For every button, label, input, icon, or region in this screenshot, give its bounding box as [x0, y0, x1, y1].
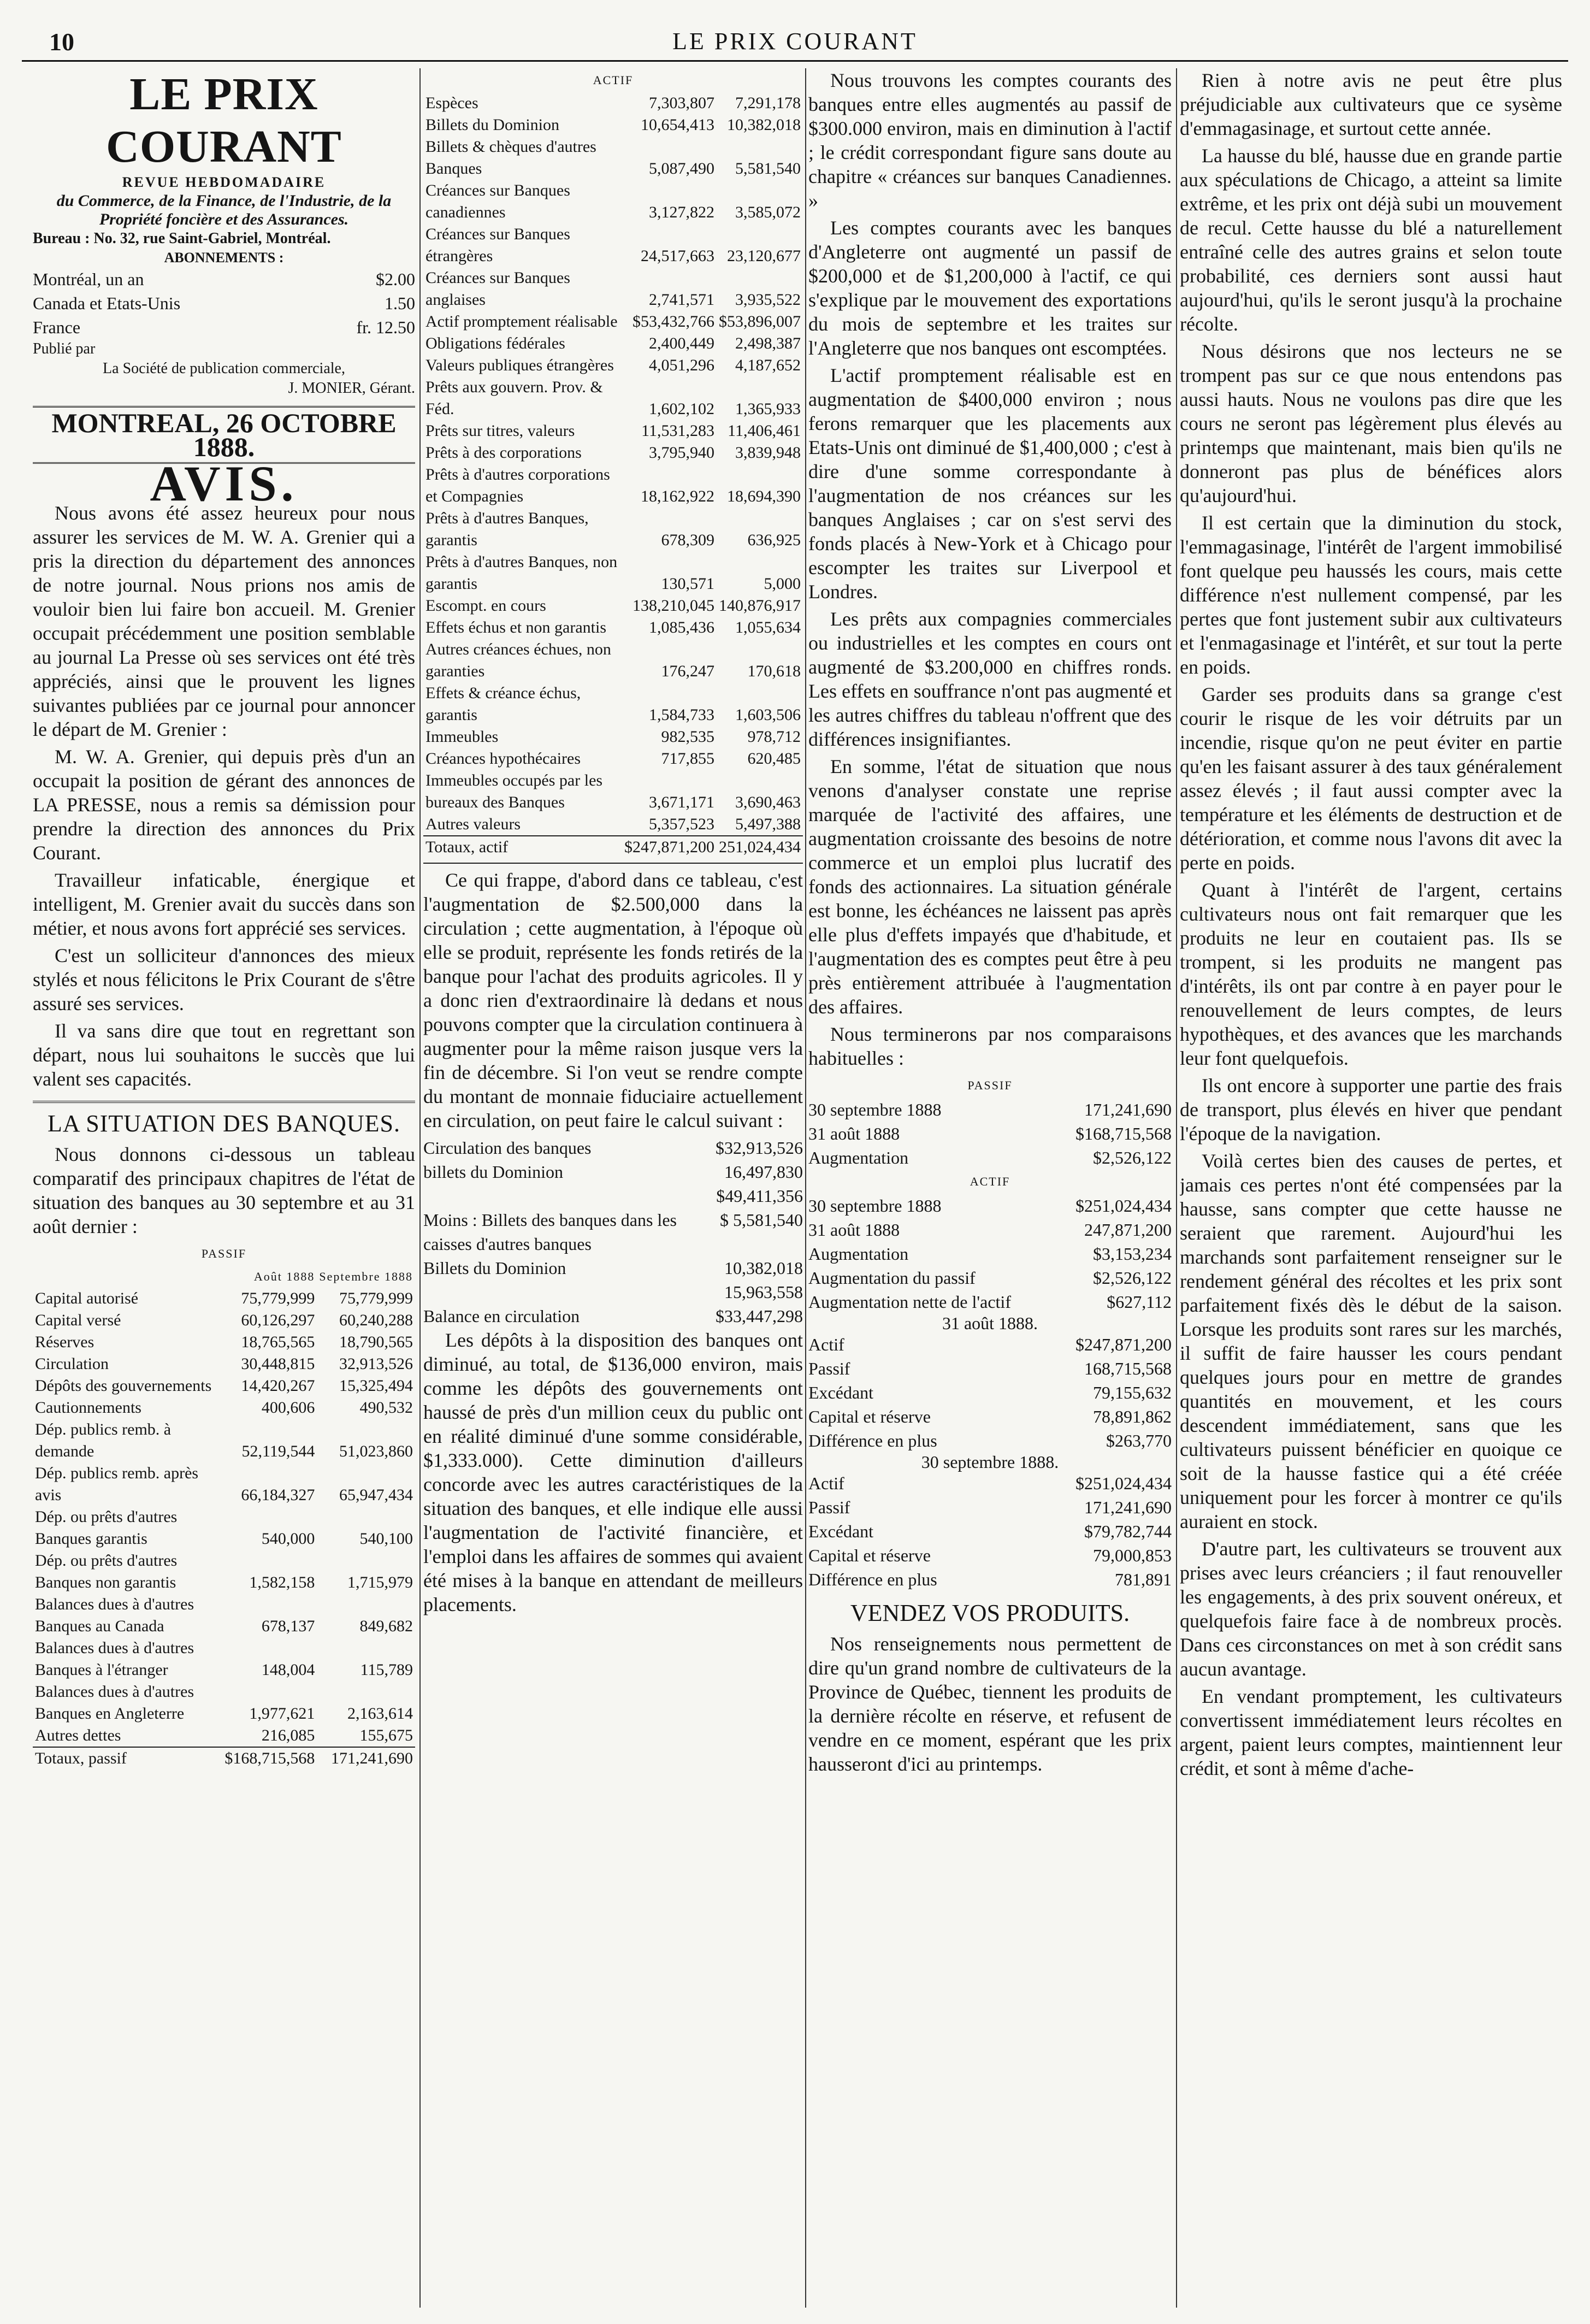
vendez-paragraph: Nos renseignements nous permettent de dire qu'un grand nombre de cultivateurs de la Province de Québec, tiennent les produits de la dernière récolte en réserve, et refusent de vendre en ce moment, espérant que les prix hausseront d'ici au printemps.: [808, 1633, 1172, 1775]
row-label: Obligations fédérales: [425, 334, 565, 352]
row-value: $53,432,766: [633, 312, 714, 331]
column-rule: [1176, 68, 1177, 2308]
figure-line: [808, 1098, 1172, 1122]
row-value: 4,051,296: [649, 356, 714, 374]
row-value: 982,535: [661, 728, 714, 746]
table-row: [423, 355, 803, 376]
row-value: 11,531,283: [641, 422, 714, 440]
vendez-paragraph: Quant à l'intérêt de l'argent, certains cultivateurs nous ont fait remarquer que les produits ne leur en coutaient pas. Ils se trompent, si les produits ne mangent pas d'intérêts, ils ont par contre à en payer pour le renouvellement de leurs comptes, de leurs hypothèques, et des avances que les marchands leur font quelquefois.: [1180, 879, 1562, 1069]
banques-text: En somme, l'état de situation que nous venons d'analyser constate une reprise marquée de l'activité des affaires, une augmentation croissante des besoins de notre commerce et un emploi plus lucratif des fonds des actionnaires. La situation générale est bonne, les échéances ne laissent pas après elle plus d'effets impayés que d'habitude, et l'augmentation des es comptes peut être à peu près entièrement attribuée à l'augmentation des affaires.: [808, 756, 1172, 1018]
banques-heading: LA SITUATION DES BANQUES.: [33, 1101, 415, 1136]
row-value: 130,571: [661, 575, 714, 593]
figure-line: [808, 1122, 1172, 1146]
row-value: 18,162,922: [641, 487, 714, 505]
table-row: [423, 420, 803, 442]
row-label: Effets & créance échus, garantis: [425, 684, 581, 724]
row-value: 1,085,436: [649, 618, 714, 636]
avis-paragraph: Nous avons été assez heureux pour nous assurer les services de M. W. A. Grenier qui a pris la direction du département des annonces de notre journal. Nous prions nos amis de vouloir bien lui faire bon accueil. M. Grenier occupait précédemment une position semblable au journal La Presse où ses services ont été très appréciés, ainsi que le prouvent les lignes suivantes publiées par ce journal pour annoncer le départ de M. Grenier :: [33, 502, 415, 740]
line-label: Augmentation: [808, 1244, 909, 1264]
table-row: [33, 1419, 415, 1462]
line-value: $168,715,568: [1075, 1124, 1172, 1143]
table-row: [33, 1550, 415, 1594]
line-label: Augmentation nette de l'actif: [808, 1292, 1011, 1312]
page-number: 10: [49, 28, 74, 56]
row-value: 3,585,072: [735, 203, 801, 221]
passif-label: PASSIF: [201, 1247, 247, 1260]
column-rule: [805, 68, 806, 2308]
figure-line: [808, 1218, 1172, 1242]
row-label: Billets & chèques d'autres Banques: [425, 138, 596, 178]
row-label: Prêts à des corporations: [425, 444, 582, 462]
table-row: [423, 813, 803, 836]
row-value: 1,603,506: [735, 706, 801, 724]
line-value: $251,024,434: [1075, 1196, 1172, 1216]
table-row: [423, 682, 803, 726]
table-row: [423, 595, 803, 617]
figure-line: [423, 1304, 803, 1328]
row-value: 11,406,461: [728, 422, 801, 440]
line-label: Balance en circulation: [423, 1306, 580, 1326]
table-row: [423, 223, 803, 267]
line-label: Augmentation du passif: [808, 1268, 976, 1288]
row-value: 490,532: [359, 1399, 413, 1417]
row-label: Espèces: [425, 94, 478, 112]
line-value: $247,871,200: [1075, 1335, 1172, 1354]
line-label: Actif: [808, 1335, 844, 1354]
row-value: 170,618: [747, 662, 801, 680]
figure-line: [423, 1208, 803, 1256]
figure-line: [808, 1567, 1172, 1591]
figure-line: [423, 1160, 803, 1184]
row-value: 10,382,018: [727, 116, 801, 134]
banques-text: Les prêts aux compagnies commerciales ou industrielles et les comptes en cours ont augmenté de $3.200,000 en chiffres ronds. Les effets en souffrance n'ont pas augmenté et les autres chiffres du tableau n'offrent que des différences insignifiantes.: [808, 608, 1172, 750]
line-label: Circulation des banques: [423, 1138, 592, 1158]
row-value: 15,325,494: [339, 1377, 413, 1395]
row-value: 2,498,387: [735, 334, 801, 352]
line-value: $251,024,434: [1075, 1473, 1172, 1493]
table-row: [423, 551, 803, 595]
row-value: 5,087,490: [649, 160, 714, 178]
line-label: 31 août 1888: [808, 1124, 900, 1143]
row-value: 3,690,463: [735, 793, 801, 811]
row-label: Dép. ou prêts d'autres Banques garantis: [35, 1508, 178, 1548]
row-value: 3,839,948: [735, 444, 801, 462]
row-value: 1,602,102: [649, 400, 714, 418]
table-row: [33, 1397, 415, 1419]
banques-text: Les comptes courants avec les banques d'Angleterre ont augmenté un passif de $200,000 et de $1,200,000 à l'actif, ce qui s'explique par le mouvement des exportations du mois de septembre et les traites sur l'Angleterre que nos banques ont escomptées.: [808, 217, 1172, 359]
vendez-paragraph: D'autre part, les cultivateurs se trouvent aux prises avec leurs créanciers ; il faut renouveller les engagements, à des prix souvent onéreux, et quelquefois faire face à de nombreux procès. Dans ces circonstances on met à son crédit sans aucun avantage.: [1180, 1538, 1562, 1680]
line-label: Actif: [808, 1473, 844, 1493]
line-label: Excédant: [808, 1521, 874, 1541]
vendez-heading: VENDEZ VOS PRODUITS.: [850, 1600, 1130, 1626]
row-value: 7,303,807: [649, 94, 714, 112]
row-value: 1,365,933: [735, 400, 801, 418]
table-row: [423, 376, 803, 420]
comparison-actif: [808, 1194, 1172, 1314]
aout-heading: 31 août 1888.: [942, 1313, 1038, 1333]
publisher: La Société de publication commerciale,: [103, 360, 345, 377]
row-label: Dép. publics remb. à demande: [35, 1420, 172, 1460]
masthead-subtitle: REVUE HEBDOMADAIRE: [122, 174, 326, 190]
line-value: $ 5,581,540: [720, 1210, 803, 1230]
banques-text: L'actif promptement réalisable est en augmentation de $400,000 environ ; nous ferons remarquer que les placements aux Etats-Unis ont diminué de $1,400,000 ; c'est à dire d'une somme correspondante à l'augmentation de nos créances sur les banques Anglaises ; car on s'est servi des fonds placés à New-York et à Chicago pour escompter les traites sur Liverpool et Londres.: [808, 364, 1172, 603]
row-value: 18,694,390: [727, 487, 801, 505]
vendez-paragraph: Voilà certes bien des causes de pertes, et jamais ces pertes n'ont été compensées par la hausse, sans compter que cette hausse ne seraient que rarement. Aujourd'hui les marchands sont parfaitement renseigner sur le rendement général des récoltes et les prix sont parfaitement fixés dès le début de la saison. Lorsque les produits sont rares sur les marchés, il suffit de faire hausser les cours pendant quelques jours pour en mettre de grandes quantités en mouvement, et les cours descendent immédiatement, sans que les cultivateurs puissent bénéficier en quoique ce soit de la hausse fastice qui a été créée uniquement pour les forcer à montrer ce qu'ils auraient en stock.: [1180, 1150, 1562, 1532]
row-label: Valeurs publiques étrangères: [425, 356, 614, 374]
table-row: [423, 770, 803, 813]
row-value: 60,126,297: [241, 1311, 315, 1329]
line-value: 15,963,558: [724, 1282, 803, 1302]
subscription-row: France fr. 12.50: [33, 317, 415, 337]
banques-text: Nous terminerons par nos comparaisons habituelles :: [808, 1023, 1172, 1069]
figure-line: [808, 1471, 1172, 1495]
row-label: Actif promptement réalisable: [425, 312, 618, 331]
row-value: 5,581,540: [735, 160, 801, 178]
row-label: Prêts à d'autres Banques, garantis: [425, 509, 589, 549]
row-label: Capital versé: [35, 1311, 121, 1329]
table-row: [33, 1594, 415, 1637]
table-header: Août 1888 Septembre 1888: [253, 1270, 413, 1283]
row-value: 1,055,634: [735, 618, 801, 636]
table-row: [33, 1637, 415, 1681]
line-label: 31 août 1888: [808, 1220, 900, 1240]
banques-text: Nous trouvons les comptes courants des banques entre elles augmentés au passif de $300.000 environ, mais en diminution à l'actif ; le crédit correspondant figure sans doute au chapitre « créances sur banques Canadiennes. »: [808, 69, 1172, 211]
vendez-paragraph: La hausse du blé, hausse due en grande partie aux spéculations de Chicago, a atteint sa limite extrême, et les prix ont déjà subi un mouvement de recul. Cette hausse du blé a naturellement entraîné celle des autres grains et selon toute probabilité, ces derniers sont aussi haut aujourd'hui, qu'ils le seront jusqu'à la prochaine récolte.: [1180, 145, 1562, 335]
row-value: $53,896,007: [719, 312, 801, 331]
row-value: 23,120,677: [727, 247, 801, 265]
line-label: Augmentation: [808, 1148, 909, 1167]
line-label: Passif: [808, 1359, 850, 1378]
table-row: [423, 267, 803, 311]
figure-line: [423, 1256, 803, 1280]
row-value: 216,085: [261, 1726, 315, 1744]
table-row: [423, 617, 803, 639]
page-header: [22, 22, 1568, 62]
column-1: [33, 68, 415, 2308]
vendez-paragraph: En vendant promptement, les cultivateurs convertissent immédiatement leurs récoltes en argent, paient leurs comptes, maintiennent leur crédit, et sont à même d'ache-: [1180, 1685, 1562, 1779]
row-value: 2,163,614: [347, 1704, 413, 1723]
row-label: Circulation: [35, 1355, 109, 1373]
figure-line: [808, 1290, 1172, 1314]
table-row: [33, 1310, 415, 1331]
table-row: [423, 92, 803, 114]
row-value: 75,779,999: [241, 1289, 315, 1307]
sept-block: [808, 1471, 1172, 1591]
row-value: 155,675: [359, 1726, 413, 1744]
table-row: [423, 748, 803, 770]
passif-table: [33, 1266, 415, 1769]
row-value: 1,582,158: [249, 1573, 315, 1591]
row-value: 7,291,178: [735, 94, 801, 112]
table-row: [33, 1681, 415, 1725]
row-label: Effets échus et non garantis: [425, 618, 607, 636]
line-label: Passif: [808, 1497, 850, 1517]
table-row: [33, 1725, 415, 1747]
figure-line: [808, 1332, 1172, 1356]
bureau-address: Bureau : No. 32, rue Saint-Gabriel, Montréal.: [33, 230, 331, 247]
row-label: Prêts à d'autres corporations et Compagnies: [425, 465, 610, 505]
masthead-title: LE PRIX COURANT: [106, 69, 342, 172]
vendez-paragraph: Nous désirons que nos lecteurs ne se trompent pas sur ce que nous entendons pas aussi hauts. Nous ne voulons pas dire que les cours ne seront pas légèrement plus élevés au printemps que maintenant, mais bien qu'ils ne donneront pas plus de bénéfices alors qu'aujourd'hui.: [1180, 340, 1562, 506]
table-row: [33, 1288, 415, 1310]
divider: [423, 863, 803, 864]
row-value: 400,606: [261, 1399, 315, 1417]
row-value: 60,240,288: [339, 1311, 413, 1329]
comparison-passif: [808, 1098, 1172, 1170]
avis-heading: AVIS.: [150, 456, 298, 511]
row-value: 4,187,652: [735, 356, 801, 374]
row-label: Créances sur Banques étrangères: [425, 225, 570, 265]
table-row: [423, 180, 803, 223]
masthead-tagline: du Commerce, de la Finance, de l'Industrie, de la Propriété foncière et des Assurances.: [56, 192, 392, 228]
figure-line: [808, 1266, 1172, 1290]
row-label: Dép. publics remb. après avis: [35, 1464, 199, 1504]
line-value: $2,526,122: [1093, 1148, 1172, 1167]
avis-paragraph: Travailleur infaticable, énergique et intelligent, M. Grenier avait du succès dans son métier, et nous avons fort apprécié ses services.: [33, 869, 415, 939]
row-value: 2,741,571: [649, 291, 714, 309]
line-value: 79,000,853: [1093, 1546, 1172, 1565]
subscriptions-heading: ABONNEMENTS :: [164, 250, 284, 266]
line-label: Excédant: [808, 1383, 874, 1402]
row-value: 1,715,979: [347, 1573, 413, 1591]
row-value: 678,137: [261, 1617, 315, 1635]
line-value: 168,715,568: [1084, 1359, 1172, 1378]
figure-line: [423, 1136, 803, 1160]
row-label: Prêts sur titres, valeurs: [425, 422, 575, 440]
figure-line: [808, 1495, 1172, 1519]
row-value: 1,977,621: [249, 1704, 315, 1723]
line-label: Moins : Billets des banques dans les caisses d'autres banques: [423, 1210, 677, 1254]
figure-line: [808, 1381, 1172, 1405]
figure-line: [808, 1405, 1172, 1429]
manager: J. MONIER, Gérant.: [288, 380, 415, 397]
figure-line: [808, 1429, 1172, 1453]
row-value: 2,400,449: [649, 334, 714, 352]
figure-line: [423, 1280, 803, 1304]
row-label: Réserves: [35, 1333, 94, 1351]
line-label: Capital et réserve: [808, 1407, 931, 1426]
banques-text: Les dépôts à la disposition des banques ont diminué, au total, de $136,000 environ, mais comme les dépôts des gouvernements ont haussé de près d'un million ceux du public ont en réalité diminué d'une somme considérable, $1,333.000). Cette diminution d'ailleurs concorde avec les autres caractéristiques de la situation des banques, et elle indique elle aussi l'augmentation de l'activité financière, et l'emploi dans les affaires de sommes qui avaient été mises à la banque en attendant de meilleurs placements.: [423, 1329, 803, 1615]
line-value: 171,241,690: [1084, 1100, 1172, 1119]
actif-label: ACTIF: [970, 1175, 1010, 1188]
line-label: billets du Dominion: [423, 1162, 563, 1182]
line-value: $49,411,356: [716, 1186, 803, 1206]
row-value: 849,682: [359, 1617, 413, 1635]
line-value: 10,382,018: [724, 1258, 803, 1278]
figure-line: [808, 1543, 1172, 1567]
row-label: Balances dues à d'autres Banques en Angleterre: [35, 1683, 194, 1723]
banques-intro: Nous donnons ci-dessous un tableau comparatif des principaux chapitres de l'état de situation des banques au 30 septembre et au 31 août dernier :: [33, 1143, 415, 1237]
table-row: [423, 442, 803, 464]
line-value: 247,871,200: [1084, 1220, 1172, 1240]
row-value: 5,497,388: [735, 815, 801, 833]
row-value: 10,654,413: [641, 116, 714, 134]
row-label: Cautionnements: [35, 1399, 141, 1417]
row-label: Escompt. en cours: [425, 597, 546, 615]
figure-line: [423, 1184, 803, 1208]
row-label: Capital autorisé: [35, 1289, 139, 1307]
dateline: MONTREAL, 26 OCTOBRE 1888.: [33, 406, 415, 464]
row-value: 24,517,663: [641, 247, 714, 265]
table-row: [423, 333, 803, 355]
row-value: 65,947,434: [339, 1486, 413, 1504]
line-label: 30 septembre 1888: [808, 1100, 942, 1119]
row-value: 52,119,544: [241, 1442, 315, 1460]
avis-paragraph: Il va sans dire que tout en regrettant son départ, nous lui souhaitons le succès que lui valent ses capacités.: [33, 1020, 415, 1090]
table-row: [423, 114, 803, 136]
table-row: [423, 726, 803, 748]
vendez-paragraph: Ils ont encore à supporter une partie des frais de transport, plus élevés en hiver que pendant l'époque de la navigation.: [1180, 1075, 1562, 1145]
row-value: 148,004: [261, 1661, 315, 1679]
line-value: 781,891: [1115, 1570, 1172, 1589]
line-value: $263,770: [1106, 1431, 1172, 1450]
row-value: 636,925: [747, 531, 801, 549]
figure-line: [808, 1519, 1172, 1543]
actif-table: [423, 92, 803, 858]
line-value: $33,447,298: [716, 1306, 803, 1326]
column-3: [808, 68, 1172, 2308]
row-label: Prêts aux gouvern. Prov. & Féd.: [425, 378, 603, 418]
line-label: Différence en plus: [808, 1431, 937, 1450]
line-label: 30 septembre 1888: [808, 1196, 942, 1216]
line-label: Différence en plus: [808, 1570, 937, 1589]
calc-block: [423, 1136, 803, 1328]
row-value: 1,584,733: [649, 706, 714, 724]
line-value: $3,153,234: [1093, 1244, 1172, 1264]
subscription-row: Canada et Etats-Unis 1.50: [33, 293, 415, 313]
row-label: Billets du Dominion: [425, 116, 560, 134]
line-label: Billets du Dominion: [423, 1258, 566, 1278]
row-value: 66,184,327: [241, 1486, 315, 1504]
row-label: Créances hypothécaires: [425, 750, 581, 768]
figure-line: [808, 1356, 1172, 1381]
running-head: LE PRIX COURANT: [672, 28, 918, 55]
row-value: 5,000: [764, 575, 801, 593]
column-rule: [419, 68, 421, 2308]
line-value: $2,526,122: [1093, 1268, 1172, 1288]
actif-label: ACTIF: [593, 73, 634, 87]
figure-line: [808, 1194, 1172, 1218]
line-label: Capital et réserve: [808, 1546, 931, 1565]
line-value: $79,782,744: [1084, 1521, 1172, 1541]
table-row: [423, 136, 803, 180]
row-value: 978,712: [747, 728, 801, 746]
table-row: [33, 1331, 415, 1353]
vendez-paragraph: Rien à notre avis ne peut être plus préjudiciable aux cultivateurs que ce sysème d'emmagasinage, et surtout cette année.: [1180, 69, 1562, 139]
row-value: 540,000: [261, 1530, 315, 1548]
row-label: Balances dues à d'autres Banques au Canada: [35, 1595, 194, 1635]
row-value: 540,100: [359, 1530, 413, 1548]
subscription-row: Montréal, un an $2.00: [33, 269, 415, 289]
row-value: 717,855: [661, 750, 714, 768]
subscriptions-list: [33, 267, 415, 339]
vendez-paragraph: Il est certain que la diminution du stock, l'emmagasinage, l'intérêt de l'argent immobilisé font quelque peu haussés les cours, mais cette différence n'est nullement compensé, par les pertes que font justement subir aux cultivateurs et l'enmagasinage et l'intérêt, et sur tout la perte en poids.: [1180, 512, 1562, 678]
row-value: 678,309: [661, 531, 714, 549]
aout-block: [808, 1332, 1172, 1453]
table-row: [423, 464, 803, 508]
avis-paragraph: C'est un solliciteur d'annonces des mieux stylés et nous félicitons le Prix Courant de s'être assuré ses services.: [33, 945, 415, 1014]
line-value: 171,241,690: [1084, 1497, 1172, 1517]
banques-text: Ce qui frappe, d'abord dans ce tableau, c'est l'augmentation de $2.500,000 dans la circulation ; cette augmentation, à l'époque où elle se produit, représente les fonds retirés de la banque pour l'achat des produits agricoles. Il y a donc rien d'extraordinaire là dedans et nous pouvons compter que la circulation continuera à augmenter pour la même raison jusque vers la fin de décembre. Si l'on veut se rendre compte du montant de monnaie fiduciaire actuellement en circulation, on peut faire le calcul suivant :: [423, 869, 803, 1131]
row-label: Autres dettes: [35, 1726, 121, 1744]
row-label: Créances sur Banques anglaises: [425, 269, 570, 309]
sept-heading: 30 septembre 1888.: [921, 1452, 1059, 1472]
table-row: [423, 639, 803, 682]
vendez-paragraph: Garder ses produits dans sa grange c'est courir le risque de les voir détruits par un incendie, risque qu'on ne peut éviter en partie qu'en les faisant assurer à des taux généralement assez élevés ; il faut aussi compter avec la température et les éléments de destruction et de détérioration, et comme nous l'avons dit avec la perte en poids.: [1180, 683, 1562, 874]
table-row: [33, 1462, 415, 1506]
row-label: Dép. ou prêts d'autres Banques non garantis: [35, 1552, 178, 1591]
table-row: [423, 311, 803, 333]
row-value: 30,448,815: [241, 1355, 315, 1373]
table-row: [33, 1375, 415, 1397]
row-value: 115,789: [360, 1661, 413, 1679]
avis-paragraph: M. W. A. Grenier, qui depuis près d'un an occupait la position de gérant des annonces de LA PRESSE, nous a remis sa démission pour prendre la direction des annonces du Prix Courant.: [33, 746, 415, 864]
table-row: [423, 508, 803, 551]
row-label: Créances sur Banques canadiennes: [425, 181, 570, 221]
row-label: Autres valeurs: [425, 815, 521, 833]
passif-label: PASSIF: [967, 1078, 1013, 1092]
row-value: 3,127,822: [649, 203, 714, 221]
row-value: 138,210,045: [633, 597, 714, 615]
row-value: 18,765,565: [241, 1333, 315, 1351]
line-value: 79,155,632: [1093, 1383, 1172, 1402]
row-value: 620,485: [747, 750, 801, 768]
row-value: 3,795,940: [649, 444, 714, 462]
row-value: 5,357,523: [649, 815, 714, 833]
row-label: Balances dues à d'autres Banques à l'étranger: [35, 1639, 194, 1679]
table-row: [33, 1353, 415, 1375]
row-value: 51,023,860: [339, 1442, 413, 1460]
figure-line: [808, 1242, 1172, 1266]
actif-total-row: Totaux, actif $247,871,200 251,024,434: [423, 836, 803, 858]
row-label: Dépôts des gouvernements: [35, 1377, 212, 1395]
row-label: Prêts à d'autres Banques, non garantis: [425, 553, 618, 593]
column-4: [1180, 68, 1562, 2308]
publie-label: Publié par: [33, 340, 96, 357]
line-value: 78,891,862: [1093, 1407, 1172, 1426]
table-row: [33, 1506, 415, 1550]
row-value: 75,779,999: [339, 1289, 413, 1307]
line-value: $627,112: [1107, 1292, 1172, 1312]
row-value: 3,671,171: [649, 793, 714, 811]
figure-line: [808, 1146, 1172, 1170]
column-2: [423, 68, 803, 2308]
row-value: 176,247: [661, 662, 714, 680]
line-value: $32,913,526: [716, 1138, 803, 1158]
row-value: 140,876,917: [719, 597, 801, 615]
row-value: 3,935,522: [735, 291, 801, 309]
row-label: Immeubles occupés par les bureaux des Banques: [425, 771, 603, 811]
row-value: 14,420,267: [241, 1377, 315, 1395]
row-label: Autres créances échues, non garanties: [425, 640, 611, 680]
line-value: 16,497,830: [724, 1162, 803, 1182]
row-value: 32,913,526: [339, 1355, 413, 1373]
passif-total-row: Totaux, passif $168,715,568 171,241,690: [33, 1747, 415, 1769]
row-value: 18,790,565: [339, 1333, 413, 1351]
row-label: Immeubles: [425, 728, 499, 746]
